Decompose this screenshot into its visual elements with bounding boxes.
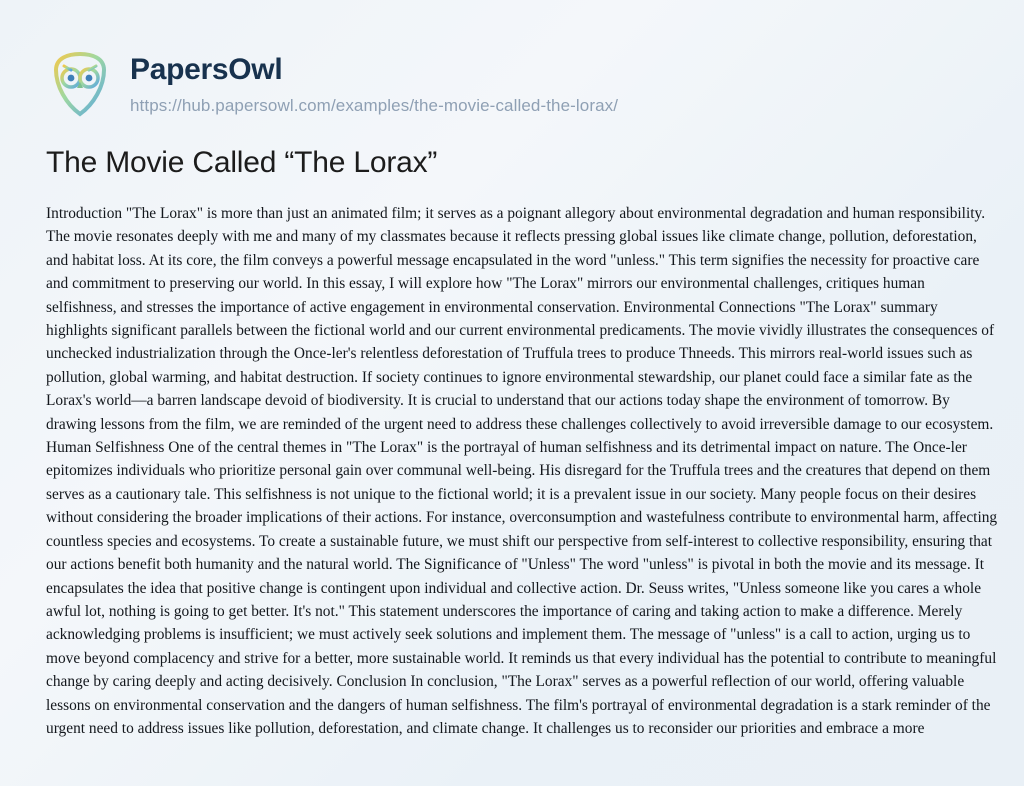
brand-block (130, 53, 618, 116)
brand-name: PapersOwl (130, 52, 283, 86)
owl-logo-icon (44, 48, 116, 120)
source-url[interactable]: https://hub.papersowl.com/examples/the-movie-called-the-lorax/ (130, 95, 619, 115)
document-body-text: Introduction "The Lorax" is more than just an animated film; it serves as a poignant allegory about environmental degradation and human responsibility. The movie resonates deeply with me and many of my classmates because it reflects pressing global issues like climate change, pollution, deforestation, and habitat loss. At its core, the film conveys a powerful message encapsulated in the word "unless." This term signifies the necessity for proactive care and commitment to preserving our world. In this essay, I will explore how "The Lorax" mirrors our environmental challenges, critiques human selfishness, and stresses the importance of active engagement in environmental conservation. Environmental Connections "The Lorax" summary highlights significant parallels between the fictional world and our current environmental predicaments. The movie vividly illustrates the consequences of unchecked industrialization through the Once-ler's relentless deforestation of Truffula trees to produce Thneeds. This mirrors real-world issues such as pollution, global warming, and habitat destruction. If society continues to ignore environmental stewardship, our planet could face a similar fate as the Lorax's world—a barren landscape devoid of biodiversity. It is crucial to understand that our actions today shape the environment of tomorrow. By drawing lessons from the film, we are reminded of the urgent need to address these challenges collectively to avoid irreversible damage to our ecosystem. Human Selfishness One of the central themes in "The Lorax" is the portrayal of human selfishness and its detrimental impact on nature. The Once-ler epitomizes individuals who prioritize personal gain over communal well-being. His disregard for the Truffula trees and the creatures that depend on them serves as a cautionary tale. This selfishness is not unique to the fictional world; it is a prevalent issue in our society. Many people focus on their desires without considering the broader implications of their actions. For instance, overconsumption and wastefulness contribute to environmental harm, affecting countless species and ecosystems. To create a sustainable future, we must shift our perspective from self-interest to collective responsibility, ensuring that our actions benefit both humanity and the natural world. The Significance of "Unless" The word "unless" is pivotal in both the movie and its message. It encapsulates the idea that positive change is contingent upon individual and collective action. Dr. Seuss writes, "Unless someone like you cares a whole awful lot, nothing is going to get better. It's not." This statement underscores the importance of caring and taking action to make a difference. Merely acknowledging problems is insufficient; we must actively seek solutions and implement them. The message of "unless" is a call to action, urging us to move beyond complacency and strive for a better, more sustainable world. It reminds us that every individual has the potential to contribute to meaningful change by caring deeply and acting decisively. Conclusion In conclusion, "The Lorax" serves as a powerful reflection of our world, offering valuable lessons on environmental conservation and the dangers of human selfishness. The film's portrayal of environmental degradation is a stark reminder of the urgent need to address issues like pollution, deforestation, and climate change. It challenges us to reconsider our priorities and embrace a more (46, 205, 998, 737)
page-title: The Movie Called “The Lorax” (46, 146, 438, 179)
site-header (0, 0, 1024, 120)
document-content (0, 120, 1024, 740)
